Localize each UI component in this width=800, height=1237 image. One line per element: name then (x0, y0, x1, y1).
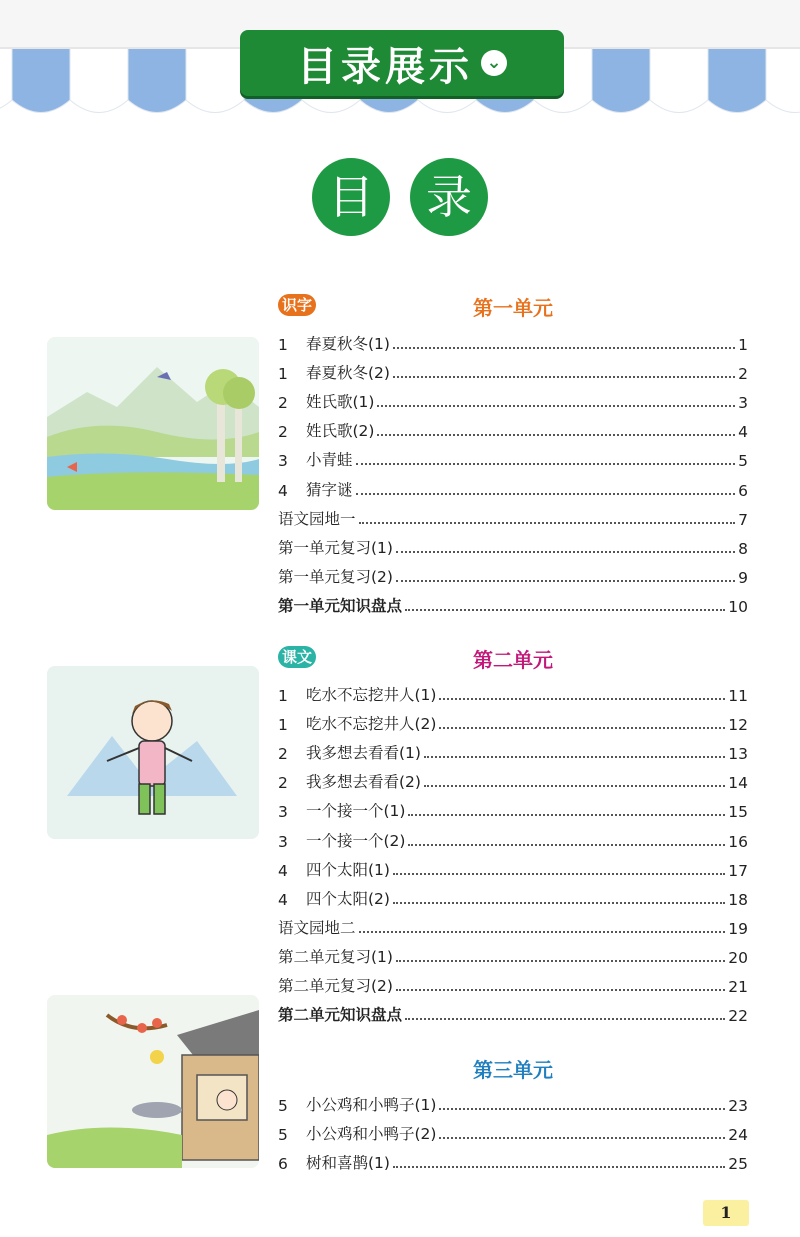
toc-entry[interactable] (278, 330, 748, 354)
section-unit-3-header (278, 1054, 748, 1084)
entry-page: 9 (738, 568, 748, 587)
toc-entry[interactable] (278, 1149, 748, 1173)
dot-leader (393, 376, 735, 378)
toc-entry[interactable] (278, 534, 748, 558)
entry-number: 4 (278, 861, 288, 880)
landscape-illustration (47, 337, 259, 510)
entry-number: 1 (278, 365, 288, 384)
entry-title: 吃水不忘挖井人(1) (306, 686, 437, 704)
dot-leader (393, 347, 735, 349)
toc-entry[interactable] (278, 681, 748, 705)
toc-entry[interactable] (278, 505, 748, 529)
unit-title: 第二单元 (473, 648, 553, 672)
dot-leader (393, 902, 725, 904)
entry-page: 6 (738, 481, 748, 500)
entry-title: 春夏秋冬(2) (306, 364, 390, 383)
page-number: 1 (703, 1200, 749, 1226)
unit-title: 第一单元 (473, 296, 553, 320)
entry-page: 23 (728, 1097, 748, 1115)
entry-number: 4 (278, 890, 288, 909)
toc-entry[interactable] (278, 388, 748, 412)
entry-title: 第二单元知识盘点 (278, 1006, 403, 1025)
toc-entry[interactable] (278, 914, 748, 938)
toc-entry[interactable] (278, 797, 748, 821)
entry-title: 第一单元知识盘点 (278, 596, 403, 615)
dot-leader (424, 785, 725, 787)
entry-page: 19 (728, 919, 748, 938)
entry-page: 7 (738, 510, 748, 529)
section-badge: 课文 (278, 646, 316, 668)
dot-leader (393, 1166, 725, 1168)
dot-leader (396, 989, 725, 991)
entry-number: 2 (278, 774, 288, 793)
entry-title: 春夏秋冬(1) (306, 335, 390, 353)
entry-title: 小公鸡和小鸭子(2) (306, 1125, 437, 1144)
entry-number: 2 (278, 423, 288, 442)
toc-entry[interactable] (278, 417, 748, 441)
entry-page: 18 (728, 890, 748, 909)
toc-entry[interactable] (278, 359, 748, 383)
entry-page: 5 (738, 452, 748, 471)
dot-leader (396, 551, 735, 553)
toc-entry[interactable] (278, 592, 748, 616)
dot-leader (359, 522, 736, 524)
dot-leader (439, 698, 725, 700)
entry-number: 2 (278, 745, 288, 764)
section-badge: 识字 (278, 294, 316, 316)
dot-leader (393, 873, 725, 875)
toc-entry[interactable] (278, 768, 748, 792)
dot-leader (396, 580, 735, 582)
entry-number: 4 (278, 481, 288, 500)
toc-entry[interactable] (278, 943, 748, 967)
chevron-down-icon[interactable]: ⌄ (481, 50, 507, 76)
toc-entry[interactable] (278, 885, 748, 909)
entry-page: 10 (728, 597, 748, 616)
entry-number: 3 (278, 832, 288, 851)
toc-entry[interactable] (278, 1091, 748, 1115)
entry-title: 第二单元复习(1) (278, 947, 393, 966)
entry-page: 16 (728, 832, 748, 851)
toc-entry[interactable] (278, 446, 748, 470)
entry-page: 1 (738, 336, 748, 354)
section-unit-2-header (278, 644, 748, 674)
dot-leader (396, 960, 725, 962)
entry-title: 树和喜鹊(1) (306, 1154, 390, 1173)
entry-title: 四个太阳(2) (306, 889, 390, 908)
entry-title: 吃水不忘挖井人(2) (306, 715, 437, 734)
dot-leader (405, 609, 725, 611)
entry-page: 4 (738, 423, 748, 442)
banner (240, 30, 564, 96)
dot-leader (356, 463, 736, 465)
entry-page: 13 (728, 745, 748, 764)
entry-number: 5 (278, 1126, 288, 1145)
entry-title: 一个接一个(2) (306, 831, 406, 850)
toc-entry[interactable] (278, 1120, 748, 1144)
entry-title: 语文园地一 (278, 509, 356, 528)
toc-entry[interactable] (278, 739, 748, 763)
entry-title: 小公鸡和小鸭子(1) (306, 1096, 437, 1114)
entry-page: 21 (728, 978, 748, 996)
entry-number: 5 (278, 1097, 288, 1115)
entry-title: 一个接一个(1) (306, 802, 406, 821)
entry-title: 第一单元复习(1) (278, 538, 393, 557)
entry-number: 1 (278, 716, 288, 735)
dot-leader (377, 405, 735, 407)
dot-leader (439, 1137, 725, 1139)
entry-page: 20 (728, 948, 748, 967)
heading-char-1: 目 (312, 158, 390, 236)
entry-page: 8 (738, 539, 748, 558)
unit-title: 第三单元 (473, 1058, 553, 1082)
dot-leader (439, 1108, 725, 1110)
entry-number: 1 (278, 336, 288, 354)
entry-number: 3 (278, 803, 288, 822)
toc-entry[interactable] (278, 827, 748, 851)
entry-number: 6 (278, 1155, 288, 1174)
entry-title: 姓氏歌(2) (306, 422, 375, 441)
entry-page: 3 (738, 394, 748, 413)
entry-title: 猜字谜 (306, 480, 353, 499)
entry-title: 小青蛙 (306, 451, 353, 470)
banner-title: 目录展示 (297, 43, 473, 90)
entry-page: 22 (728, 1007, 748, 1026)
house-illustration (47, 995, 259, 1168)
toc-entry[interactable] (278, 476, 748, 500)
entry-number: 1 (278, 687, 288, 705)
dot-leader (424, 756, 725, 758)
entry-title: 第二单元复习(2) (278, 977, 393, 995)
toc-entry[interactable] (278, 1001, 748, 1025)
dot-leader (405, 1018, 725, 1020)
toc-entry[interactable] (278, 563, 748, 587)
entry-page: 11 (728, 687, 748, 705)
toc-entry[interactable] (278, 972, 748, 996)
entry-page: 15 (728, 803, 748, 822)
toc-entry[interactable] (278, 856, 748, 880)
dot-leader (377, 434, 735, 436)
entry-title: 姓氏歌(1) (306, 393, 375, 412)
dot-leader (356, 493, 736, 495)
entry-title: 我多想去看看(1) (306, 744, 421, 763)
entry-page: 2 (738, 365, 748, 384)
entry-page: 17 (728, 861, 748, 880)
toc-entry[interactable] (278, 710, 748, 734)
boy-illustration (47, 666, 259, 839)
dot-leader (408, 844, 725, 846)
entry-title: 语文园地二 (278, 918, 356, 937)
section-unit-1-header (278, 292, 748, 322)
entry-number: 3 (278, 452, 288, 471)
entry-title: 我多想去看看(2) (306, 773, 421, 792)
entry-page: 24 (728, 1126, 748, 1145)
entry-page: 14 (728, 774, 748, 793)
entry-page: 12 (728, 716, 748, 735)
entry-number: 2 (278, 394, 288, 413)
dot-leader (359, 931, 726, 933)
entry-title: 四个太阳(1) (306, 860, 390, 879)
entry-page: 25 (728, 1155, 748, 1174)
entry-title: 第一单元复习(2) (278, 567, 393, 586)
heading-char-2: 录 (410, 158, 488, 236)
dot-leader (439, 727, 725, 729)
dot-leader (408, 814, 725, 816)
